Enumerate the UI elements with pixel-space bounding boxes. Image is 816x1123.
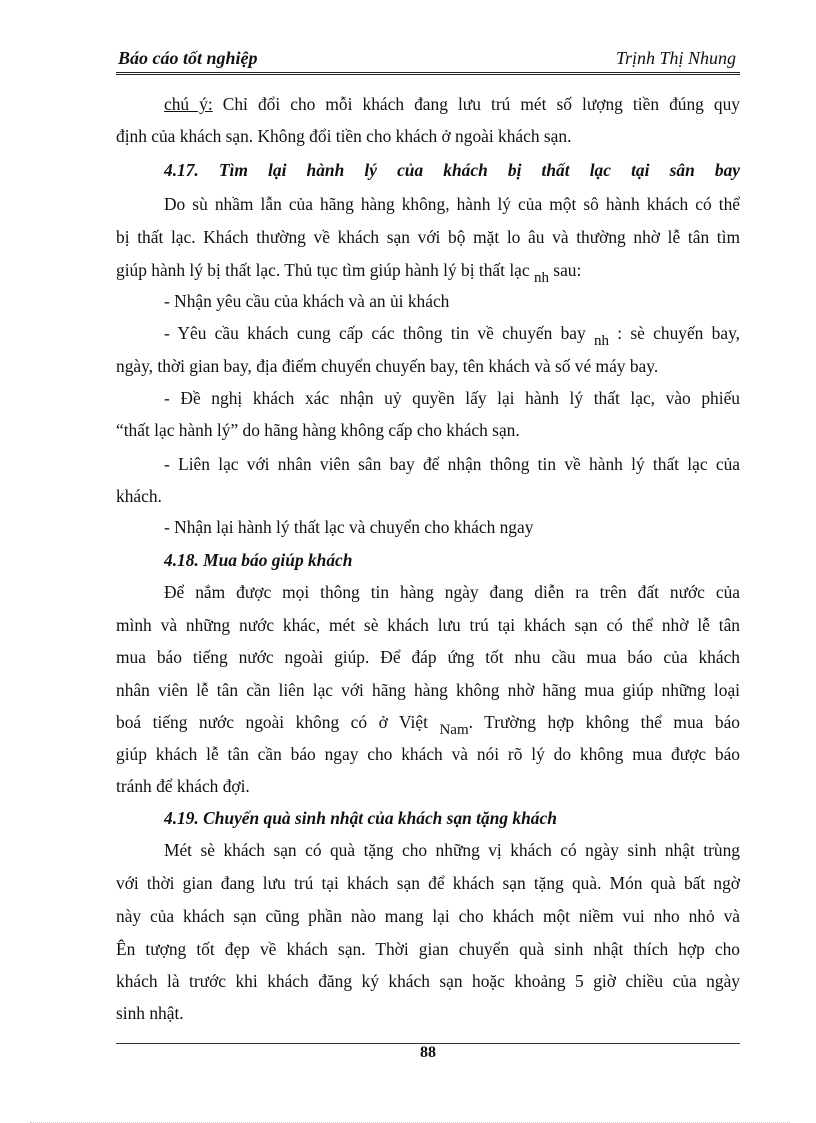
header-author: Trịnh Thị Nhung: [615, 48, 736, 68]
body-line: Để nắm được mọi thông tin hàng ngày đang diễn ra trên đất nước của: [164, 582, 740, 602]
page-number: 88: [420, 1044, 436, 1061]
body-line: “thất lạc hành lý” do hãng hàng không cấp cho khách sạn.: [116, 420, 520, 440]
body-line: Mét sè khách sạn có quà tặng cho những vị khách có ngày sinh nhật trùng: [164, 840, 740, 860]
note-label: chú ý:: [164, 94, 213, 114]
line-subscript: nh: [533, 270, 549, 286]
line-text: . Trường hợp không thể mua báo: [468, 712, 740, 732]
line-text: - Yêu cầu khách cung cấp các thông tin về chuyến bay: [164, 323, 594, 343]
line-text: Chỉ đổi cho mỗi khách đang lưu trú mét số lượng tiền đúng quy: [212, 94, 741, 114]
body-line: sinh nhật.: [116, 1003, 184, 1023]
list-item: - Đề nghị khách xác nhận uỷ quyền lấy lại hành lý thất lạc, vào phiếu: [164, 388, 740, 408]
line-text: : sè chuyến bay,: [608, 323, 740, 343]
body-line: Ên tượng tốt đẹp về khách sạn. Thời gian chuyển quà sinh nhật thích hợp cho: [116, 939, 740, 959]
line-subscript: nh: [593, 333, 609, 349]
list-item: - Nhận yêu cầu của khách và an ủi khách: [164, 291, 450, 311]
body-line: giúp khách lễ tân cần báo ngay cho khách và nói rõ lý do không mua được báo: [116, 744, 740, 764]
list-item: - Liên lạc với nhân viên sân bay để nhận thông tin về hành lý thất lạc của: [164, 454, 740, 474]
body-line: với thời gian đang lưu trú tại khách sạn để khách sạn tặng quà. Món quà bất ngờ: [116, 873, 740, 893]
body-line: [116, 710, 740, 738]
section-heading-4-19: 4.19. Chuyển quà sinh nhật của khách sạn tặng khách: [164, 808, 557, 828]
section-heading-4-17: 4.17. Tìm lại hành lý của khách bị thất lạc tại sân bay: [164, 160, 740, 180]
page-header: [116, 46, 740, 75]
body-line: Do sù nhầm lẫn của hãng hàng không, hành lý của một sô hành khách có thể: [164, 194, 740, 214]
body-line: mua báo tiếng nước ngoài giúp. Để đáp ứng tốt nhu cầu mua báo của khách: [116, 647, 740, 667]
line-text: giúp hành lý bị thất lạc. Thủ tục tìm giúp hành lý bị thất lạc: [116, 260, 534, 280]
body-line: bị thất lạc. Khách thường về khách sạn với bộ mặt lo âu và thường nhờ lễ tân tìm: [116, 227, 740, 247]
section-heading-4-18: 4.18. Mua báo giúp khách: [164, 550, 353, 570]
body-line: định của khách sạn. Không đổi tiền cho khách ở ngoài khách sạn.: [116, 126, 572, 146]
line-text: sau:: [548, 260, 582, 280]
line-subscript: Nam: [439, 722, 469, 738]
body-line: tránh để khách đợi.: [116, 776, 250, 796]
header-title: Báo cáo tốt nghiệp: [118, 48, 258, 68]
body-line: này của khách sạn cũng phần nào mang lại cho khách một niềm vui nho nhỏ và: [116, 906, 740, 926]
body-line: mình và những nước khác, mét sè khách lưu trú tại khách sạn có thể nhờ lễ tân: [116, 615, 740, 635]
body-line: [164, 92, 740, 116]
body-line: nhân viên lễ tân cần liên lạc với hãng hàng không nhờ hãng mua giúp những loại: [116, 680, 740, 700]
body-line: [116, 258, 740, 286]
body-line: khách.: [116, 486, 162, 506]
list-item: [164, 321, 740, 349]
body-line: khách là trước khi khách đăng ký khách sạn hoặc khoảng 5 giờ chiều của ngày: [116, 971, 740, 991]
body-line: ngày, thời gian bay, địa điểm chuyển chuyến bay, tên khách và số vé máy bay.: [116, 356, 659, 376]
list-item: - Nhận lại hành lý thất lạc và chuyển cho khách ngay: [164, 517, 534, 537]
line-text: boá tiếng nước ngoài không có ở Việt: [116, 712, 440, 732]
